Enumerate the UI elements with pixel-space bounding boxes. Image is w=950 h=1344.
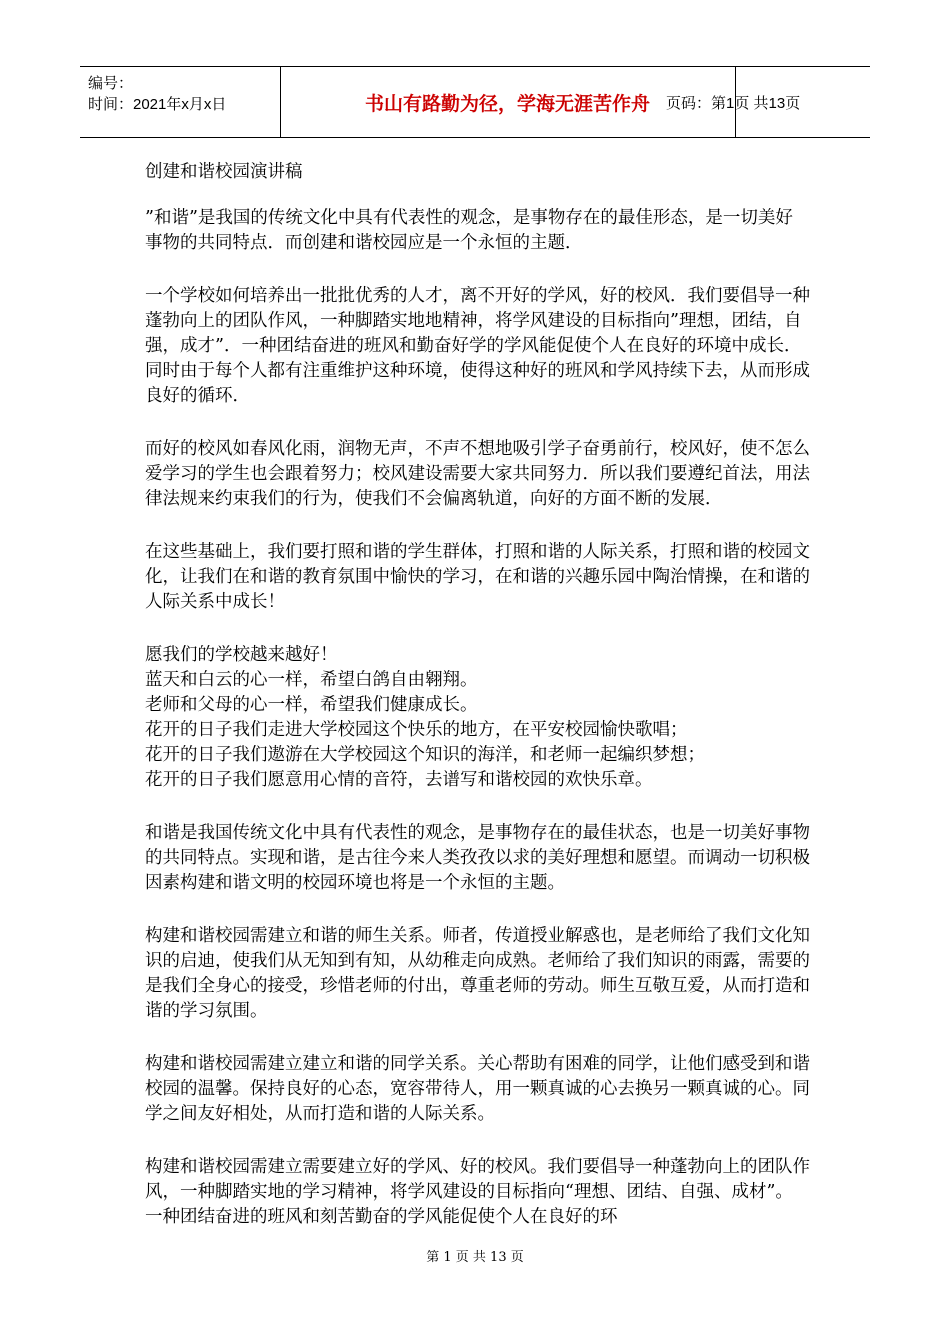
paragraph: 而好的校风如春风化雨，润物无声，不声不想地吸引学子奋勇前行，校风好，使不怎么爱学习的学生也会跟着努力；校风建设需要大家共同努力．所以我们要遵纪首法，用法律法规来约束我们的行为，使我们不会偏离轨道，向好的方面不断的发展． [145, 439, 810, 509]
document-time-label: 时间：2021年x月x日 [88, 96, 227, 113]
page-header [80, 66, 870, 138]
paragraph: 构建和谐校园需建立建立和谐的同学关系。关心帮助有困难的同学，让他们感受到和谐校园的温馨。保持良好的心态，宽容带待人，用一颗真诚的心去换另一颗真诚的心。同学之间友好相处，从而打造和谐的人际关系。 [145, 1054, 810, 1124]
header-page-info: 页码：第1页 共13页 [666, 94, 801, 112]
paragraph-list [145, 206, 810, 1230]
page-footer: 第 1 页 共 13 页 [426, 1250, 524, 1265]
paragraph: 愿我们的学校越来越好！ 蓝天和白云的心一样，希望白鸽自由翱翔。 老师和父母的心一样，希望我们健康成长。 花开的日子我们走进大学校园这个快乐的地方，在平安校园愉快歌唱； 花开的日子我们遨游在大学校园这个知识的海洋，和老师一起编织梦想； 花开的日子我们愿意用心情的音符，去谱写和谐校园的欢快乐章。 [145, 645, 705, 790]
document-title: 创建和谐校园演讲稿 [145, 162, 303, 182]
document-number-label: 编号： [88, 75, 134, 92]
header-motto: 书山有路勤为径，学海无涯苦作舟 [364, 92, 650, 115]
paragraph: 构建和谐校园需建立需要建立好的学风、好的校风。我们要倡导一种蓬勃向上的团队作风，一种脚踏实地的学习精神，将学风建设的目标指向“理想、团结、自强、成材”。一种团结奋进的班风和刻苦勤奋的学风能促使个人在良好的环 [145, 1157, 810, 1227]
paragraph: 构建和谐校园需建立和谐的师生关系。师者，传道授业解惑也，是老师给了我们文化知识的启迪，使我们从无知到有知，从幼稚走向成熟。老师给了我们知识的雨露，需要的是我们全身心的接受，珍惜老师的付出，尊重老师的劳动。师生互敬互爱，从而打造和谐的学习氛围。 [145, 926, 810, 1021]
paragraph: 和谐是我国传统文化中具有代表性的观念，是事物存在的最佳状态，也是一切美好事物的共同特点。实现和谐，是古往今来人类孜孜以求的美好理想和愿望。而调动一切积极因素构建和谐文明的校园环境也将是一个永恒的主题。 [145, 823, 810, 893]
paragraph: ”和谐”是我国的传统文化中具有代表性的观念，是事物存在的最佳形态，是一切美好事物的共同特点．而创建和谐校园应是一个永恒的主题． [145, 208, 793, 253]
paragraph: 一个学校如何培养出一批批优秀的人才，离不开好的学风，好的校风．我们要倡导一种蓬勃向上的团队作风，一种脚踏实地地精神，将学风建设的目标指向”理想，团结，自强，成才”．一种团结奋进的班风和勤奋好学的学风能促使个人在良好的环境中成长．同时由于每个人都有注重维护这种环境，使得这种好的班风和学风持续下去，从而形成良好的循环． [145, 286, 810, 406]
paragraph: 在这些基础上，我们要打照和谐的学生群体，打照和谐的人际关系，打照和谐的校园文化，让我们在和谐的教育氛围中愉快的学习，在和谐的兴趣乐园中陶治情操，在和谐的人际关系中成长！ [145, 542, 810, 612]
document-body [145, 160, 810, 1258]
